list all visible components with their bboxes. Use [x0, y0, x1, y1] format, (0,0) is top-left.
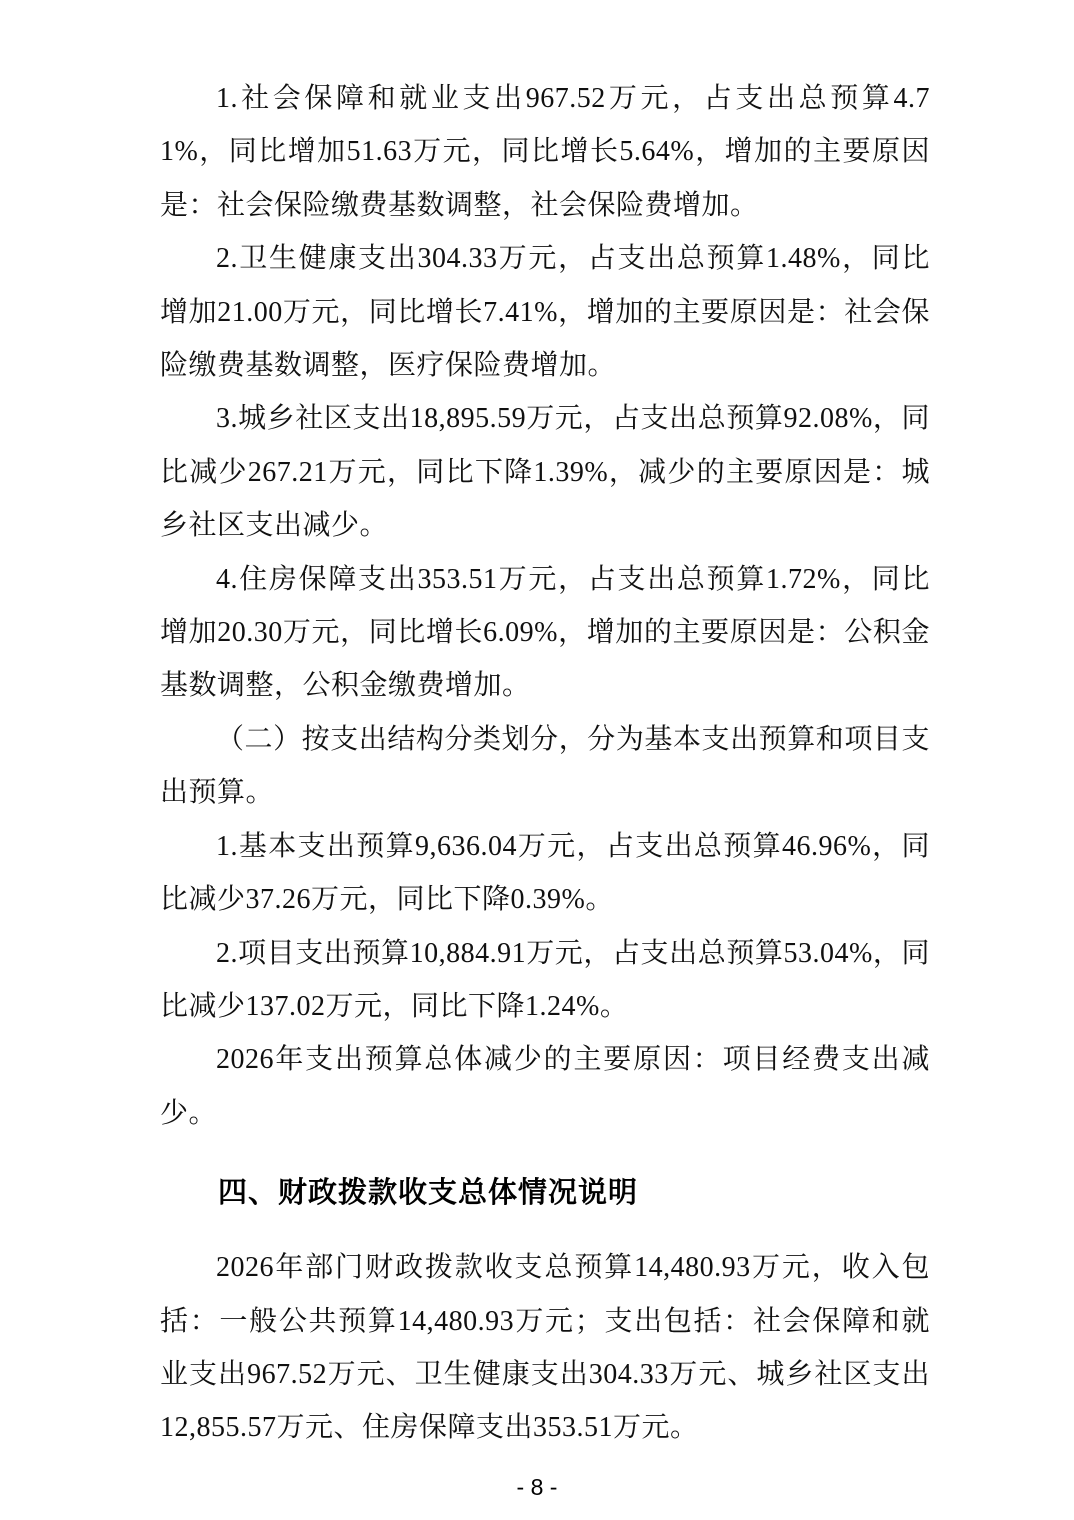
paragraph-9-fiscal-appropriation-summary: 2026年部门财政拨款收支总预算14,480.93万元，收入包括：一般公共预算14,480.93万元；支出包括：社会保障和就业支出967.52万元、卫生健康支出304.33万元、城乡社区支出12,855.57万元、住房保障支出353.51万元。 [160, 1252, 930, 1444]
paragraph-4-housing-security: 4.住房保障支出353.51万元，占支出总预算1.72%，同比增加20.30万元，同比增长6.09%，增加的主要原因是：公积金基数调整，公积金缴费增加。 [160, 563, 930, 702]
page-number: - 8 - [516, 1474, 558, 1500]
paragraph-1-social-security-employment: 1.社会保障和就业支出967.52万元，占支出总预算4.71%，同比增加51.63万元，同比增长5.64%，增加的主要原因是：社会保险缴费基数调整，社会保险费增加。 [160, 83, 930, 221]
document-body [160, 72, 930, 1455]
paragraph-2-health-expenditure: 2.卫生健康支出304.33万元，占支出总预算1.48%，同比增加21.00万元，同比增长7.41%，增加的主要原因是：社会保险缴费基数调整，医疗保险费增加。 [160, 243, 930, 382]
paragraph-8-overall-decrease-reason: 2026年支出预算总体减少的主要原因：项目经费支出减少。 [160, 1044, 930, 1129]
paragraph-3-urban-rural-community: 3.城乡社区支出18,895.59万元，占支出总预算92.08%，同比减少267.21万元，同比下降1.39%，减少的主要原因是：城乡社区支出减少。 [160, 403, 930, 542]
paragraph-7-project-expenditure-budget: 2.项目支出预算10,884.91万元，占支出总预算53.04%，同比减少137.02万元，同比下降1.24%。 [160, 937, 930, 1022]
section-heading-fiscal-appropriation: 四、财政拨款收支总体情况说明 [218, 1177, 639, 1210]
paragraph-6-basic-expenditure-budget: 1.基本支出预算9,636.04万元，占支出总预算46.96%，同比减少37.26万元，同比下降0.39%。 [160, 830, 930, 916]
paragraph-5-expenditure-structure-classification: （二）按支出结构分类划分，分为基本支出预算和项目支出预算。 [160, 723, 930, 809]
